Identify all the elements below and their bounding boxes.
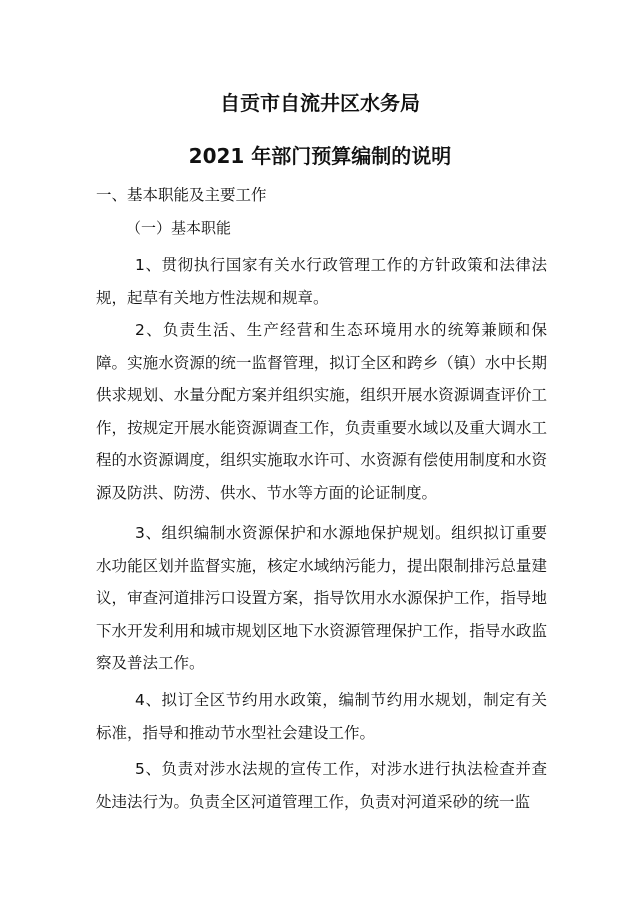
paragraph-2: 2、负责生活、生产经营和生态环境用水的统筹兼顾和保障。实施水资源的统一监督管理，拟订全区和跨乡（镇）水中长期供求规划、水量分配方案并组织实施，组织开展水资源调查评价工作，按规定开展水能资源调查工作，负责重要水域以及重大调水工程的水资源调度，组织实施取水许可、水资源有偿使用制度和水资源及防洪、防涝、供水、节水等方面的论证制度。 [96,321,547,502]
subsection-heading: （一）基本职能 [126,219,232,237]
paragraph-1: 1、贯彻执行国家有关水行政管理工作的方针政策和法律法规，起草有关地方性法规和规章。 [96,256,547,307]
paragraph-3: 3、组织编制水资源保护和水源地保护规划。组织拟订重要水功能区划并监督实施，核定水域纳污能力，提出限制排污总量建议，审查河道排污口设置方案，指导饮用水水源保护工作，指导地下水开发利用和城市规划区地下水资源管理保护工作，指导水政监察及普法工作。 [96,524,547,672]
paragraph-4: 4、拟订全区节约用水政策，编制节约用水规划，制定有关标准，指导和推动节水型社会建设工作。 [96,691,547,742]
paragraph-5: 5、负责对涉水法规的宣传工作，对涉水进行执法检查并查处违法行为。负责全区河道管理工作，负责对河道采砂的统一监 [96,760,547,811]
section-heading: 一、基本职能及主要工作 [96,186,267,204]
document-title-line2: 2021 年部门预算编制的说明 [188,144,452,168]
document-title-line1: 自贡市自流井区水务局 [220,91,420,115]
